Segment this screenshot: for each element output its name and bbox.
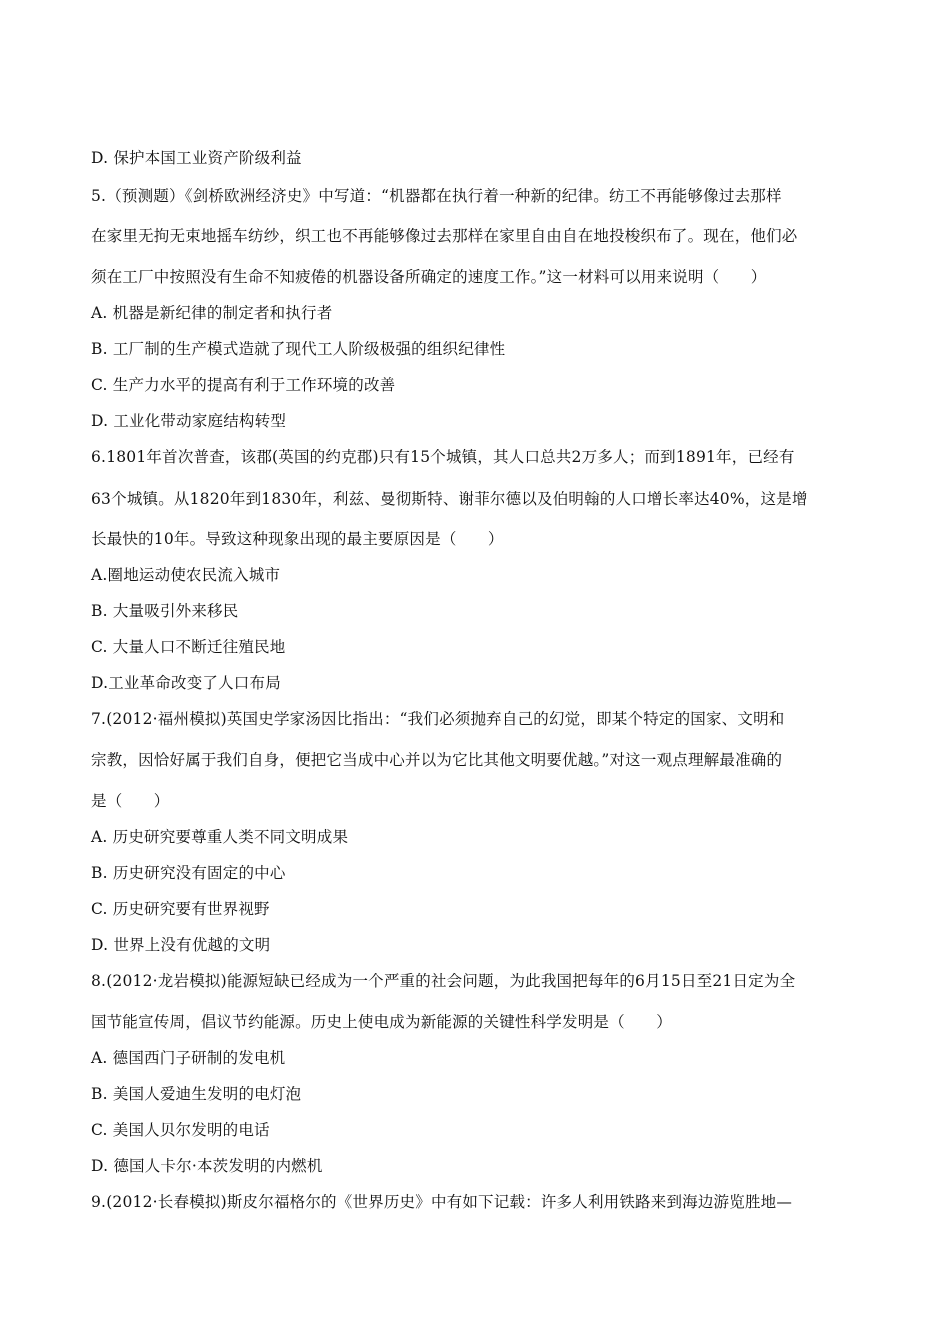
question-6-line-1: 6.1801年首次普查，该郡(英国的约克郡)只有15个城镇，其人口总共2万多人；而到1891年，已经有	[91, 448, 795, 466]
option-d-q7: D. 世界上没有优越的文明	[91, 936, 271, 954]
option-a-q6: A.圈地运动使农民流入城市	[91, 566, 281, 584]
option-a-q8: A. 德国西门子研制的发电机	[91, 1049, 286, 1067]
question-5-line-2: 在家里无拘无束地摇车纺纱，织工也不再能够像过去那样在家里自由自在地投梭织布了。现在，他们必	[91, 227, 798, 245]
question-8-line-1: 8.(2012·龙岩模拟)能源短缺已经成为一个严重的社会问题，为此我国把每年的6月15日至21日定为全	[91, 972, 796, 990]
option-b-q8: B. 美国人爱迪生发明的电灯泡	[91, 1085, 302, 1103]
option-c-q5: C. 生产力水平的提高有利于工作环境的改善	[91, 376, 396, 394]
question-9-line-1: 9.(2012·长春模拟)斯皮尔福格尔的《世界历史》中有如下记载：许多人利用铁路来到海边游览胜地—	[91, 1193, 793, 1211]
option-d-q8: D. 德国人卡尔·本茨发明的内燃机	[91, 1157, 323, 1175]
option-d-q5: D. 工业化带动家庭结构转型	[91, 412, 287, 430]
question-6-line-2: 63个城镇。从1820年到1830年，利兹、曼彻斯特、谢菲尔德以及伯明翰的人口增长率达40%，这是增	[91, 490, 808, 508]
question-5-line-1: 5.（预测题）《剑桥欧洲经济史》中写道：“机器都在执行着一种新的纪律。纺工不再能够像过去那样	[91, 187, 782, 205]
option-b-q7: B. 历史研究没有固定的中心	[91, 864, 286, 882]
option-b-q5: B. 工厂制的生产模式造就了现代工人阶级极强的组织纪律性	[91, 340, 506, 358]
option-a-q5: A. 机器是新纪律的制定者和执行者	[91, 304, 333, 322]
option-b-q6: B. 大量吸引外来移民	[91, 602, 239, 620]
option-d-q4: D. 保护本国工业资产阶级利益	[91, 149, 302, 167]
question-8-line-2: 国节能宣传周，倡议节约能源。历史上使电成为新能源的关键性科学发明是（ ）	[91, 1013, 672, 1031]
question-7-line-3: 是（ ）	[91, 792, 170, 810]
question-6-line-3: 长最快的10年。导致这种现象出现的最主要原因是（ ）	[91, 530, 504, 548]
option-c-q6: C. 大量人口不断迁往殖民地	[91, 638, 286, 656]
question-7-line-2: 宗教，因恰好属于我们自身，便把它当成中心并以为它比其他文明要优越。”对这一观点理解最准确的	[91, 751, 783, 769]
question-5-line-3: 须在工厂中按照没有生命不知疲倦的机器设备所确定的速度工作。”这一材料可以用来说明（ ）	[91, 268, 767, 286]
option-c-q8: C. 美国人贝尔发明的电话	[91, 1121, 270, 1139]
option-a-q7: A. 历史研究要尊重人类不同文明成果	[91, 828, 349, 846]
option-c-q7: C. 历史研究要有世界视野	[91, 900, 270, 918]
question-7-line-1: 7.(2012·福州模拟)英国史学家汤因比指出：“我们必须抛弃自己的幻觉，即某个特定的国家、文明和	[91, 710, 785, 728]
option-d-q6: D.工业革命改变了人口布局	[91, 674, 281, 692]
